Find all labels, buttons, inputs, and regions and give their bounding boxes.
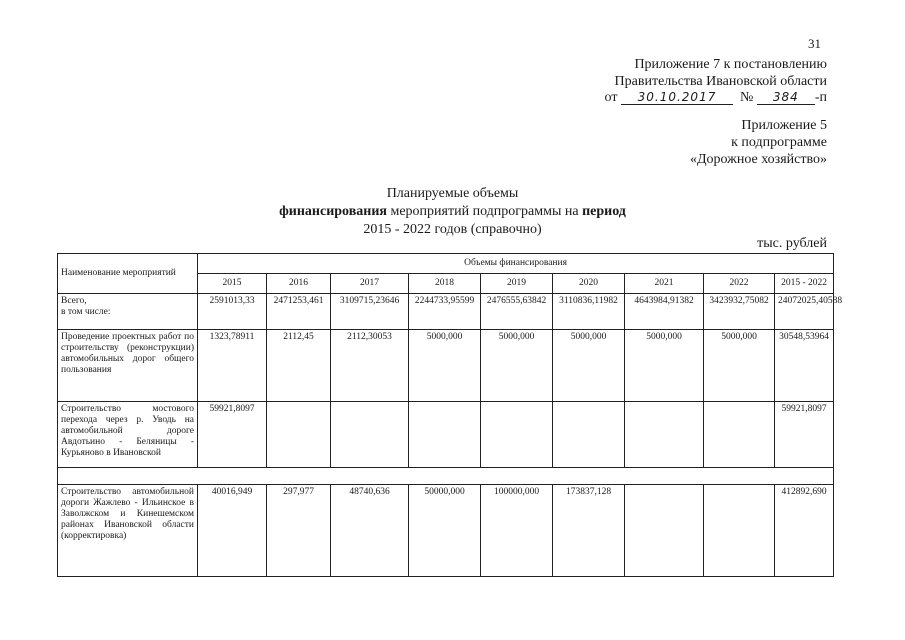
- value-cell: 297,977: [267, 485, 331, 577]
- decree-number: 384: [757, 90, 815, 105]
- page-break-gap: [58, 468, 834, 485]
- subprogram-header-line1: Приложение 5: [741, 118, 827, 133]
- row-name-line1: Всего,: [61, 296, 87, 306]
- title-line3: 2015 - 2022 годов (справочно): [363, 222, 542, 237]
- table-row-total: [58, 294, 834, 330]
- value-cell: [625, 485, 704, 577]
- header-year: 2021: [625, 274, 704, 294]
- page-number: 31: [808, 36, 821, 51]
- subprogram-header-line3: «Дорожное хозяйство»: [689, 152, 827, 167]
- value-cell: [553, 402, 625, 468]
- value-cell: 2471253,461: [267, 294, 331, 330]
- value-cell: 173837,128: [553, 485, 625, 577]
- value-cell: 50000,000: [409, 485, 481, 577]
- header-year: 2016: [267, 274, 331, 294]
- value-cell: 40016,949: [198, 485, 267, 577]
- header-year: 2022: [704, 274, 775, 294]
- value-cell: 3110836,11982: [553, 294, 625, 330]
- title-line2: [0, 203, 905, 221]
- number-suffix: -п: [814, 90, 827, 105]
- appendix-header-line2: Правительства Ивановской области: [614, 74, 827, 89]
- row-name: Строительство мостового перехода через р. Уводь на автомобильной дороге Авдотьино - Беляницы - Курьяново в Ивановской: [58, 402, 198, 468]
- value-cell: [481, 402, 553, 468]
- row-name: Проведение проектных работ по строительству (реконструкции) автомобильных дорог общего пользования: [58, 330, 198, 402]
- row-name: [58, 294, 198, 330]
- subprogram-header: [690, 117, 827, 168]
- header-year: 2020: [553, 274, 625, 294]
- table-row: [58, 402, 834, 468]
- value-cell-total: 412892,690: [775, 485, 834, 577]
- header-year: 2018: [409, 274, 481, 294]
- value-cell-total: 59921,8097: [775, 402, 834, 468]
- header-financing-volumes: Объемы финансирования: [198, 254, 834, 274]
- title-line1: Планируемые объемы: [386, 186, 519, 201]
- value-cell: [704, 402, 775, 468]
- title-bold-a: финансирования: [279, 204, 387, 219]
- value-cell: [267, 402, 331, 468]
- row-name-line2: в том числе:: [61, 307, 111, 317]
- document-title: [0, 185, 905, 239]
- value-cell: 5000,000: [409, 330, 481, 402]
- value-cell: 4643984,91382: [625, 294, 704, 330]
- value-cell: 5000,000: [481, 330, 553, 402]
- header-year-total: 2015 - 2022: [775, 274, 834, 294]
- value-cell: 5000,000: [704, 330, 775, 402]
- date-prefix: от: [604, 90, 618, 105]
- value-cell: 2591013,33: [198, 294, 267, 330]
- value-cell: 2112,45: [267, 330, 331, 402]
- value-cell: 2244733,95599: [409, 294, 481, 330]
- appendix-header-line1: Приложение 7 к постановлению: [634, 57, 827, 72]
- value-cell: 5000,000: [625, 330, 704, 402]
- value-cell: 1323,78911: [198, 330, 267, 402]
- value-cell-total: 24072025,40588: [775, 294, 834, 330]
- subprogram-header-line2: к подпрограмме: [731, 135, 827, 150]
- title-normal: мероприятий подпрограммы на: [386, 204, 583, 219]
- financing-table: [57, 253, 843, 577]
- value-cell: 3109715,23646: [331, 294, 409, 330]
- value-cell: [409, 402, 481, 468]
- decree-date-line: [605, 90, 827, 106]
- title-bold-b: период: [582, 204, 626, 219]
- value-cell: 2112,30053: [331, 330, 409, 402]
- value-cell: [331, 402, 409, 468]
- table-row: [58, 485, 834, 577]
- table-row: [58, 330, 834, 402]
- number-label: №: [739, 90, 754, 105]
- header-year: 2015: [198, 274, 267, 294]
- value-cell: [625, 402, 704, 468]
- header-name: Наименование мероприятий: [58, 254, 198, 294]
- header-year: 2019: [481, 274, 553, 294]
- units-label: тыс. рублей: [757, 236, 827, 251]
- value-cell: [704, 485, 775, 577]
- header-year: 2017: [331, 274, 409, 294]
- value-cell-total: 30548,53964: [775, 330, 834, 402]
- value-cell: 59921,8097: [198, 402, 267, 468]
- decree-date: 30.10.2017: [621, 90, 733, 105]
- row-name: Строительство автомобильной дороги Жажлево - Ильинское в Заволжском и Кинешемском районах Ивановской области (корректировка): [58, 485, 198, 577]
- value-cell: 48740,636: [331, 485, 409, 577]
- value-cell: 3423932,75082: [704, 294, 775, 330]
- appendix-header: [615, 56, 827, 90]
- value-cell: 5000,000: [553, 330, 625, 402]
- value-cell: 100000,000: [481, 485, 553, 577]
- value-cell: 2476555,63842: [481, 294, 553, 330]
